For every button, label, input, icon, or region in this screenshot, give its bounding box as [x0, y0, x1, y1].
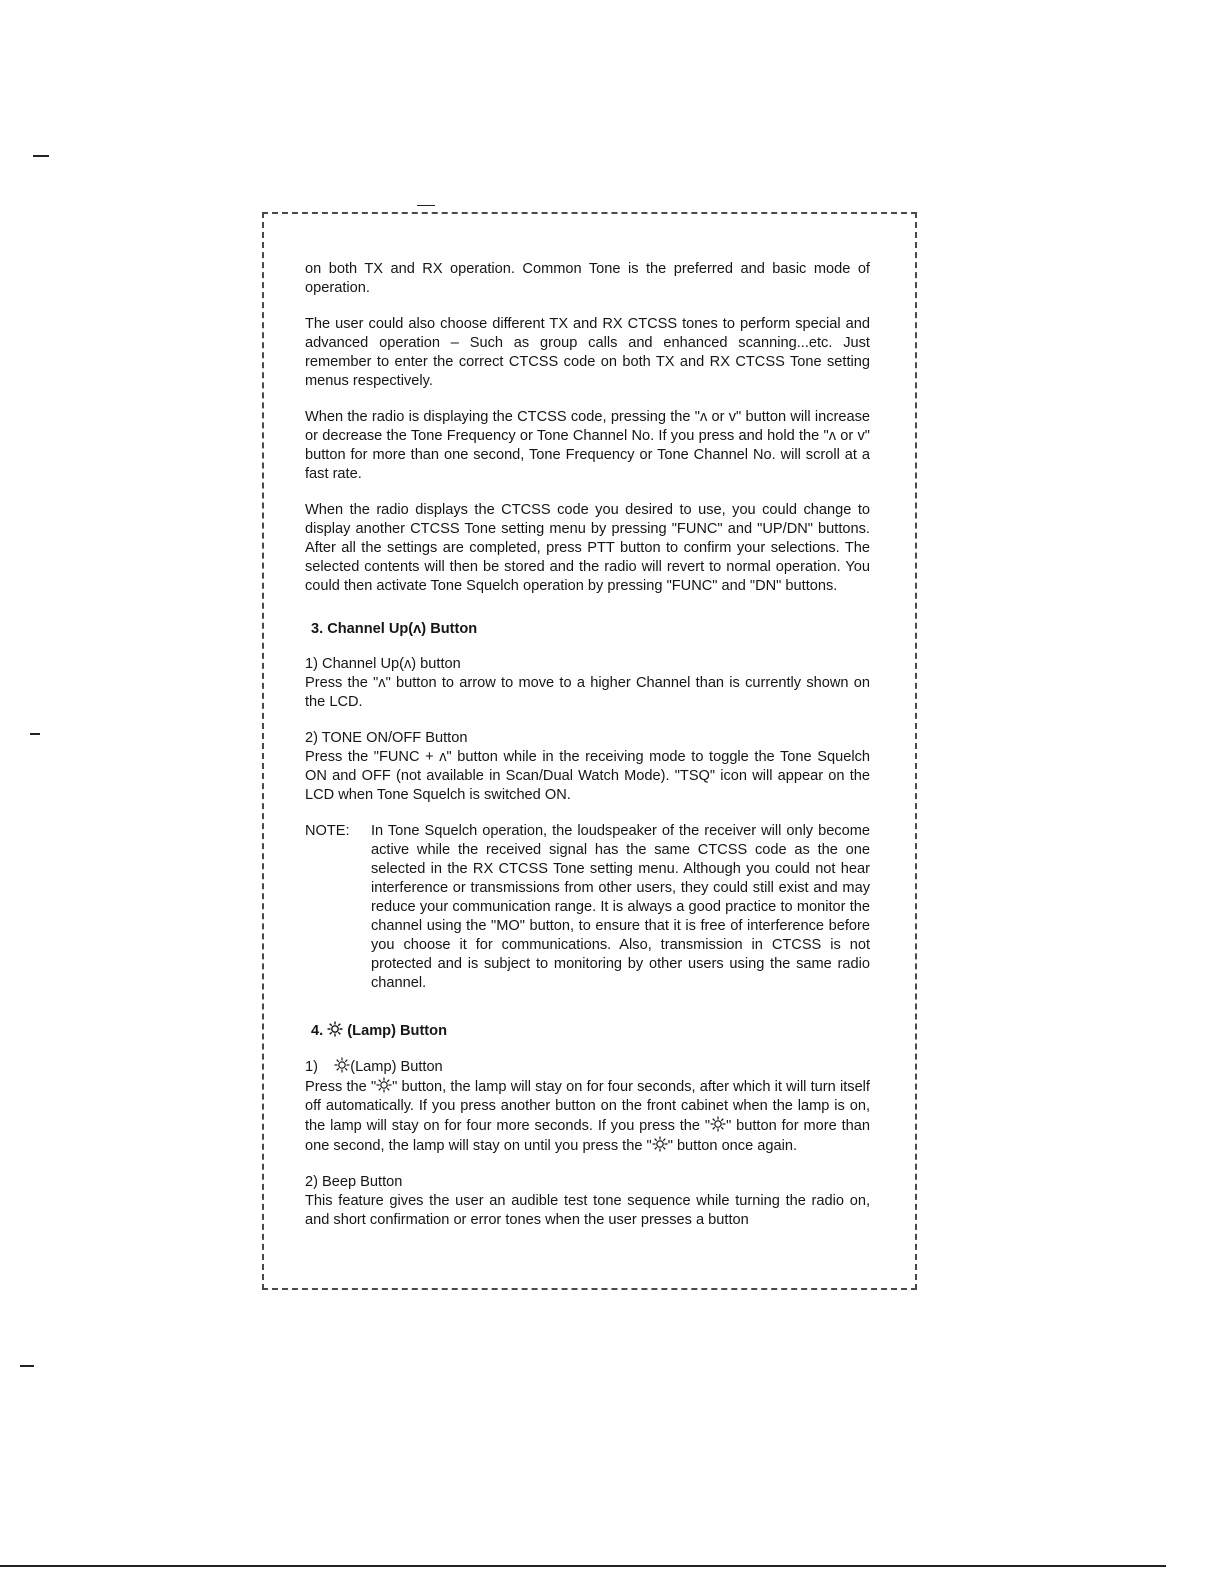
item-title: 2) Beep Button — [305, 1174, 403, 1190]
lamp-icon — [710, 1116, 726, 1132]
lamp-icon — [652, 1136, 668, 1152]
text-run: " button once again. — [667, 1138, 798, 1154]
note-text: In Tone Squelch operation, the loudspeaker of the receiver will only become active while the received signal has the same CTCSS code as the one selected in the RX CTCSS Tone setting menu. Although you could not hear interference or transmissions from other users, they could still exist and may reduce your communication range. It is always a good practice to monitor the channel using the "MO" button, to ensure that it is free of interference before you choose it for communications. Also, transmission in CTCSS is not protected and is subject to monitoring by other users using the same radio channel. — [371, 823, 870, 991]
section-heading: 3. Channel Up(ʌ) Button — [311, 621, 478, 637]
item-number: 1) — [305, 1059, 318, 1075]
paragraph: The user could also choose different TX and RX CTCSS tones to perform special and advanced operation – Such as group calls and enhanced scanning...etc. Just remember to enter the correct CTCSS code on both TX and RX CTCSS Tone setting menus respectively. — [305, 316, 870, 389]
document-body — [305, 260, 870, 1230]
item-title: 1) Channel Up(ʌ) button — [305, 656, 461, 672]
lamp-icon — [327, 1021, 343, 1037]
paragraph: When the radio is displaying the CTCSS code, pressing the "ʌ or v" button will increase or decrease the Tone Frequency or Tone Channel No. If you press and hold the "ʌ or v" button for more than one second, Tone Frequency or Tone Channel No. will scroll at a fast rate. — [305, 409, 870, 482]
text-run: Press the " — [305, 1079, 377, 1095]
scan-mark — [20, 1365, 34, 1367]
section-heading — [311, 1021, 870, 1041]
scan-mark — [33, 155, 49, 157]
heading-text: (Lamp) Button — [347, 1023, 447, 1039]
item-title-text: (Lamp) Button — [350, 1059, 443, 1075]
lamp-icon — [334, 1057, 350, 1073]
paragraph — [305, 1077, 870, 1156]
note-label: NOTE: — [305, 823, 350, 839]
text-run: " button for more than one second, the lamp will stay on until you press the " — [305, 1118, 870, 1154]
paragraph: When the radio displays the CTCSS code you desired to use, you could change to display another CTCSS Tone setting menu by pressing "FUNC" and "UP/DN" buttons. After all the settings are completed, press PTT button to confirm your selections. The selected contents will then be stored and the radio will revert to normal operation. You could then activate Tone Squelch operation by pressing "FUNC" and "DN" buttons. — [305, 502, 870, 594]
paragraph: Press the "FUNC + ʌ" button while in the receiving mode to toggle the Tone Squelch ON and OFF (not available in Scan/Dual Watch Mode). "TSQ" icon will appear on the LCD when Tone Squelch is switched ON. — [305, 749, 870, 803]
paragraph: This feature gives the user an audible test tone sequence while turning the radio on, and short confirmation or error tones when the user presses a button — [305, 1193, 870, 1228]
paragraph: Press the "ʌ" button to arrow to move to a higher Channel than is currently shown on the LCD. — [305, 675, 870, 710]
text-run: " button, the lamp will stay on for four seconds, after which it will turn itself off automatically. If you press another button on the front cabinet when the lamp is on, the lamp will stay on for four more seconds. If you press the " — [305, 1079, 870, 1134]
paragraph: on both TX and RX operation. Common Tone is the preferred and basic mode of operation. — [305, 261, 870, 296]
lamp-icon — [376, 1077, 392, 1093]
scan-mark — [30, 733, 40, 735]
note-block — [305, 822, 870, 993]
item-title: 2) TONE ON/OFF Button — [305, 730, 468, 746]
heading-number: 4. — [311, 1023, 324, 1039]
item-title — [305, 1057, 870, 1077]
bottom-rule — [0, 1565, 1166, 1567]
scan-mark — [417, 205, 435, 206]
